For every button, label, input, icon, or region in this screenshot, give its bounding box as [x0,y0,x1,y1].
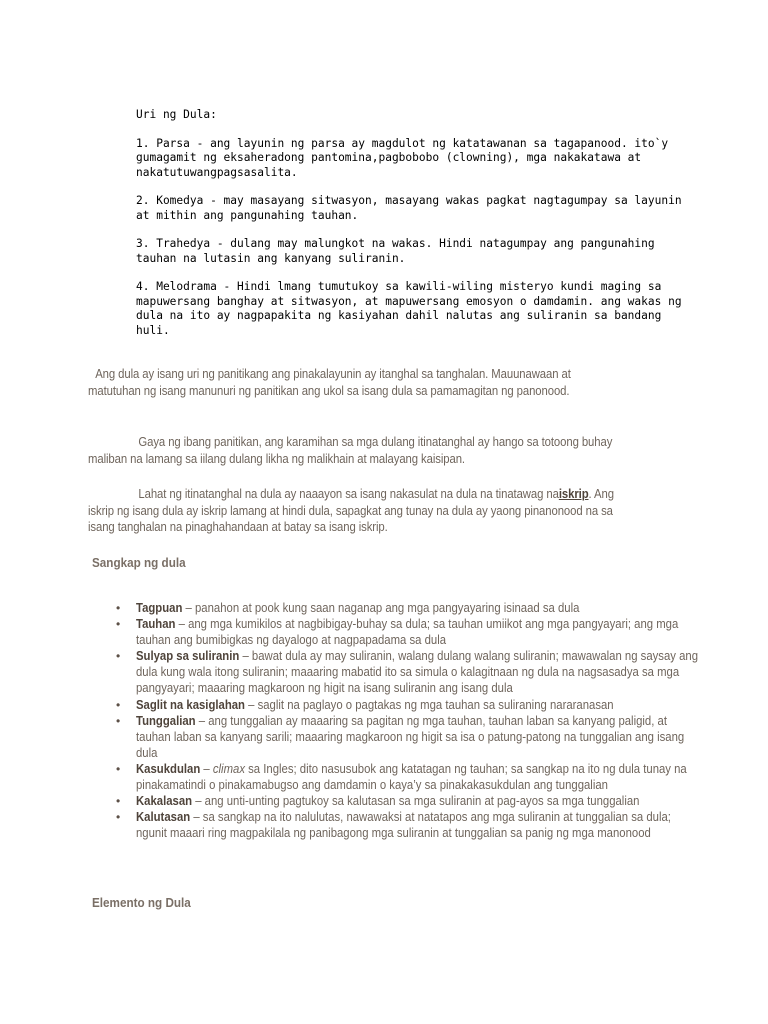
bullet-icon: • [116,617,121,632]
list-item: • Kasukdulan – climax sa Ingles; dito nasusubok ang katatagan ng tauhan; sa sangkap na ito ng dula tunay na pinakamatindi o pinakamabugso ang damdamin o kaya’y sa pinakakasukdulan ang tunggalian [116,761,687,793]
list-item: • Saglit na kasiglahan – saglit na paglayo o pagtakas ng mga tauhan sa suliraning nararanasan [116,697,614,712]
iskrip-link[interactable]: iskrip [558,487,589,501]
type-melodrama: 4. Melodrama - Hindi lmang tumutukoy sa kawili-wiling misteryo kundi maging sa mapuwersang banghay at sitwasyon, at mapuwersang emosyon o damdamin. ang wakas ng dula na ito ay nagpapakita ng kasiyahan dahil nalutas ang suliranin sa bandang huli. [136,280,682,337]
elemento-heading: Elemento ng Dula [92,895,191,910]
type-parsa: 1. Parsa - ang layunin ng parsa ay magdulot ng katatawanan sa tagapanood. ito`y gumagamit ng eksaheradong pantomina,pagbobobo (clowning), mga nakakatawa at nakatutuwangpagsasalita. [136,136,669,179]
list-item: • Kakalasan – ang unti-unting pagtukoy sa kalutasan sa mga suliranin at pag-ayos sa mga tunggalian [116,794,640,809]
list-item: • Tunggalian – ang tunggalian ay maaaring sa pagitan ng mga tauhan, tauhan laban sa kanyang paligid, at tauhan laban sa kanyang sarili; maaaring magkaroon ng higit sa isa o patung-patong na tunggalian ang isang dula [116,713,685,760]
types-section [136,108,696,338]
bullet-icon: • [116,761,121,776]
paragraph-gaya: Gaya ng ibang panitikan, ang karamihan sa mga dulang itinatanghal ay hango sa totoong buhay maliban na lamang sa iilang dulang likha ng malikhain at malayang kaisipan. [88,435,613,466]
list-item: • Tagpuan – panahon at pook kung saan naganap ang mga pangyayaring isinaad sa dula [116,601,580,615]
sangkap-heading: Sangkap ng dula [92,555,186,570]
bullet-icon: • [116,794,121,809]
bullet-icon: • [116,697,121,712]
list-item: • Sulyap sa suliranin – bawat dula ay may suliranin, walang dulang walang suliranin; mawawalan ng saysay ang dula kung wala itong suliranin; maaaring mabatid ito sa simula o kalagitnaan ng dula na nagsasadya sa mga pangyayari; maaaring magkaroon ng higit na isang suliranin ang isang dula [116,649,699,696]
intro-paragraph: Ang dula ay isang uri ng panitikang ang pinakalayunin ay itanghal sa tanghalan. Mauunawaan at matutuhan ng isang manunuri ng panitikan ang ukol sa isang dula sa pamamagitan ng panonood. [88,367,571,398]
bullet-icon: • [116,810,121,825]
paragraph-lahat: Lahat ng itinatanghal na dula ay naaayon sa isang nakasulat na dula na tinatawag naiskrip. Ang iskrip ng isang dula ay iskrip lamang at hindi dula, sapagkat ang tunay na dula ay yaong pinanonood na sa isang tanghalan na pinaghahandaan at batay sa isang iskrip. [88,487,614,534]
section-title: Uri ng Dula: [136,108,217,121]
bullet-icon: • [116,601,121,615]
bullet-icon: • [116,713,121,728]
type-komedya: 2. Komedya - may masayang sitwasyon, masayang wakas pagkat nagtagumpay sa layunin at mithin ang pangunahing tauhan. [136,194,682,222]
bullet-icon: • [116,649,121,664]
type-trahedya: 3. Trahedya - dulang may malungkot na wakas. Hindi natagumpay ang pangunahing tauhan na lutasin ang kanyang suliranin. [136,237,655,265]
list-item: • Tauhan – ang mga kumikilos at nagbibigay-buhay sa dula; sa tauhan umiikot ang mga pangyayari; ang mga tauhan ang bumibigkas ng dayalogo at nagpapadama sa dula [116,617,679,648]
sangkap-list [116,600,704,841]
list-item: • Kalutasan – sa sangkap na ito nalulutas, nawawaksi at natatapos ang mga suliranin at tunggalian sa dula; ngunit maaari ring magpakilala ng panibagong mga suliranin at tunggalian sa panig ng mga manonood [116,810,671,841]
